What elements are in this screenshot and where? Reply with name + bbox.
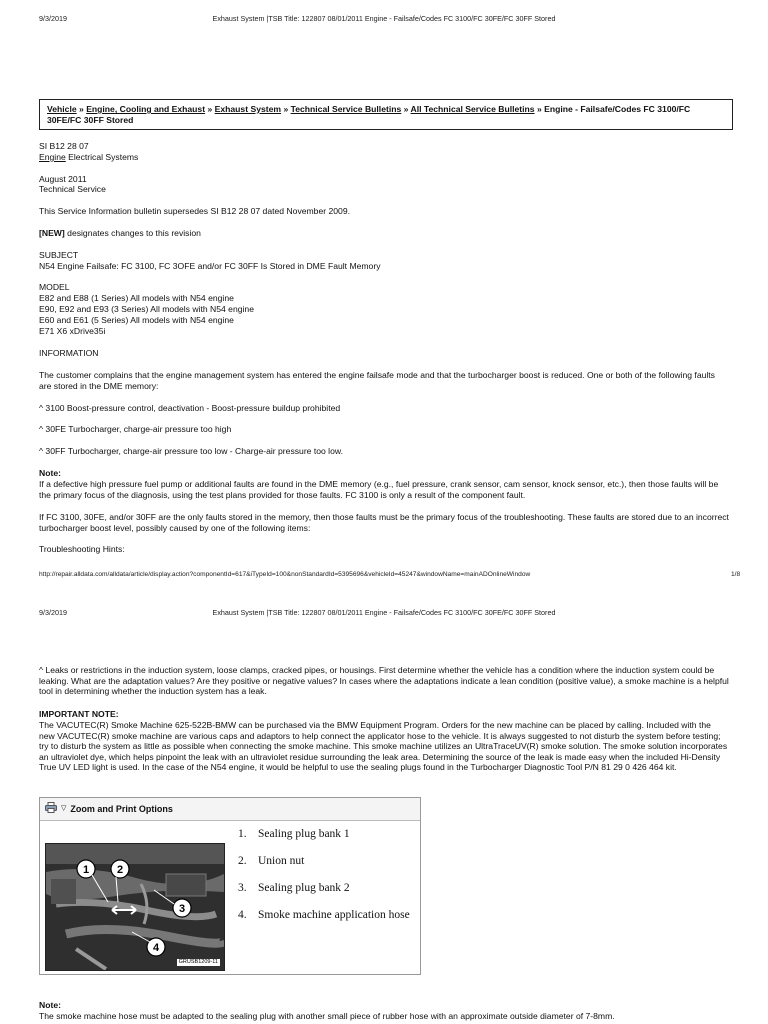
fault-focus-text: If FC 3100, 30FE, and/or 30FF are the only faults stored in the memory, then those faults must be the primary focus of the troubleshooting. These faults are stored due to an incorrect turbocharger boost level, possibly caused by one of the following items:: [39, 512, 729, 533]
callout-2: 2: [116, 864, 124, 876]
print-title: Exhaust System |TSB Title: 122807 08/01/2011 Engine - Failsafe/Codes FC 3100/FC 30FE/FC 30FF Stored: [212, 608, 556, 617]
engine-link[interactable]: Engine: [39, 152, 66, 162]
category-line: [39, 152, 729, 163]
model-item: E60 and E61 (5 Series) All models with N54 engine: [39, 315, 234, 325]
fault-item: ^ 30FE Turbocharger, charge-air pressure too high: [39, 424, 232, 434]
breadcrumb-link-all-tsb[interactable]: All Technical Service Bulletins: [410, 104, 535, 114]
information-text: The customer complains that the engine management system has entered the engine failsafe mode and that the turbocharger boost is reduced. One or both of the following faults are stored in the DME memory:: [39, 370, 715, 391]
breadcrumb-separator: »: [403, 104, 409, 114]
troubleshooting-label: Troubleshooting Hints:: [39, 544, 125, 554]
zoom-print-options[interactable]: [40, 798, 420, 821]
note-label: Note:: [39, 1000, 61, 1010]
leaks-text: ^ Leaks or restrictions in the induction system, loose clamps, cracked pipes, or housings. First determine whether the vehicle has a condition where the induction system could be leaking. What are the adaptation values? Are they positive or negative values? In cases where the adaptations indicate a lean condition (positive value), a smoke machine is a helpful tool in determining whether the induction system has a leak.: [39, 665, 729, 697]
model-item: E90, E92 and E93 (3 Series) All models with N54 engine: [39, 304, 254, 314]
breadcrumb-current: Engine - Failsafe/Codes FC 3100/FC 30FE/FC 30FF Stored: [47, 104, 691, 125]
revision-note-text: designates changes to this revision: [64, 228, 201, 238]
model-label: MODEL: [39, 282, 70, 292]
chevron-down-icon[interactable]: ▽: [61, 804, 67, 812]
subject-text: N54 Engine Failsafe: FC 3100, FC 3OFE and/or FC 30FF Is Stored in DME Fault Memory: [39, 261, 381, 271]
breadcrumb-link-engine-cooling-exhaust[interactable]: Engine, Cooling and Exhaust: [86, 104, 206, 114]
model-item: E71 X6 xDrive35i: [39, 326, 106, 336]
bulletin-date: August 2011: [39, 174, 87, 184]
legend-item: 2. Union nut: [238, 855, 305, 867]
subject-label: SUBJECT: [39, 250, 79, 260]
important-label: IMPORTANT NOTE:: [39, 709, 119, 719]
printer-icon[interactable]: [45, 802, 57, 816]
callout-4: 4: [152, 942, 160, 954]
footer-url: http://repair.alldata.com/alldata/article/display.action?componentId=617&iTypeId=100&nonStandardId=5395696&vehicleId=45247&windowName=mainADOnlineWindow: [39, 571, 531, 578]
si-number: SI B12 28 07: [39, 141, 89, 151]
note-text: If a defective high pressure fuel pump or additional faults are found in the DME memory (e.g., fuel pressure, crank sensor, cam sensor, knock sensor, etc.), then those faults will be the primary focus of the diagnosis, using the test plans provided for those faults. FC 3100 is only a result of the component fault.: [39, 479, 719, 500]
breadcrumb-link-exhaust-system[interactable]: Exhaust System: [214, 104, 282, 114]
callout-3: 3: [178, 903, 186, 915]
page-number: 1/8: [731, 571, 741, 578]
breadcrumb-separator: »: [207, 104, 213, 114]
important-text: The VACUTEC(R) Smoke Machine 625-522B-BMW can be purchased via the BMW Equipment Program. Orders for the new machine can be placed by calling. Included with the new VACUTEC(R) smoke machine are various caps and adaptors to help connect the applicator hose to the vehicle. It is always suggested to not disturb the system before testing; try to disturb the system as little as possible when connecting the smoke machine. This smoke machine utilizes an UltraTraceUV(R) smoke solution. The smoke solution incorporates an ultraviolet dye, which helps pinpoint the leak with an ultraviolet residue surrounding the leak area. Determining the source of the leak is made easy when the included Hi-Density True UV LED light is used. In the case of the N54 engine, it would be helpful to use the sealing plugs found in the Turbocharger Diagnostic Tool P/N 81 29 0 426 464 kit.: [39, 720, 728, 773]
note-text: The smoke machine hose must be adapted to the sealing plug with another small piece of rubber hose with an approximate outside diameter of 7-8mm.: [39, 1011, 615, 1021]
fault-item: ^ 30FF Turbocharger, charge-air pressure too low - Charge-air pressure too low.: [39, 446, 343, 456]
legend-item: 1. Sealing plug bank 1: [238, 828, 350, 840]
zoom-print-title[interactable]: Zoom and Print Options: [70, 803, 173, 814]
breadcrumb-separator: »: [536, 104, 542, 114]
legend-item: 3. Sealing plug bank 2: [238, 882, 350, 894]
breadcrumb-link-tsb[interactable]: Technical Service Bulletins: [290, 104, 402, 114]
print-date: 9/3/2019: [39, 14, 67, 23]
photo-code: GRUSB1209-11: [178, 959, 218, 965]
print-title: Exhaust System |TSB Title: 122807 08/01/2011 Engine - Failsafe/Codes FC 3100/FC 30FE/FC 30FF Stored: [212, 14, 556, 23]
breadcrumb: [39, 99, 733, 130]
supersedes-text: This Service Information bulletin supersedes SI B12 28 07 dated November 2009.: [39, 206, 350, 216]
note-label: Note:: [39, 468, 61, 478]
fault-item: ^ 3100 Boost-pressure control, deactivation - Boost-pressure buildup prohibited: [39, 403, 341, 413]
engine-photo: [45, 843, 225, 971]
figure-legend: [238, 828, 420, 936]
callout-1: 1: [82, 864, 90, 876]
department: Technical Service: [39, 184, 106, 194]
breadcrumb-separator: »: [79, 104, 84, 114]
breadcrumb-separator: »: [283, 104, 289, 114]
print-date: 9/3/2019: [39, 608, 67, 617]
revision-note: [39, 228, 729, 239]
model-item: E82 and E88 (1 Series) All models with N54 engine: [39, 293, 234, 303]
breadcrumb-link-vehicle[interactable]: Vehicle: [47, 104, 77, 114]
information-label: INFORMATION: [39, 348, 99, 358]
figure-panel: [39, 797, 421, 975]
new-tag: [NEW]: [39, 228, 65, 238]
legend-item: 4. Smoke machine application hose: [238, 909, 410, 921]
category-rest: Electrical Systems: [65, 152, 139, 162]
